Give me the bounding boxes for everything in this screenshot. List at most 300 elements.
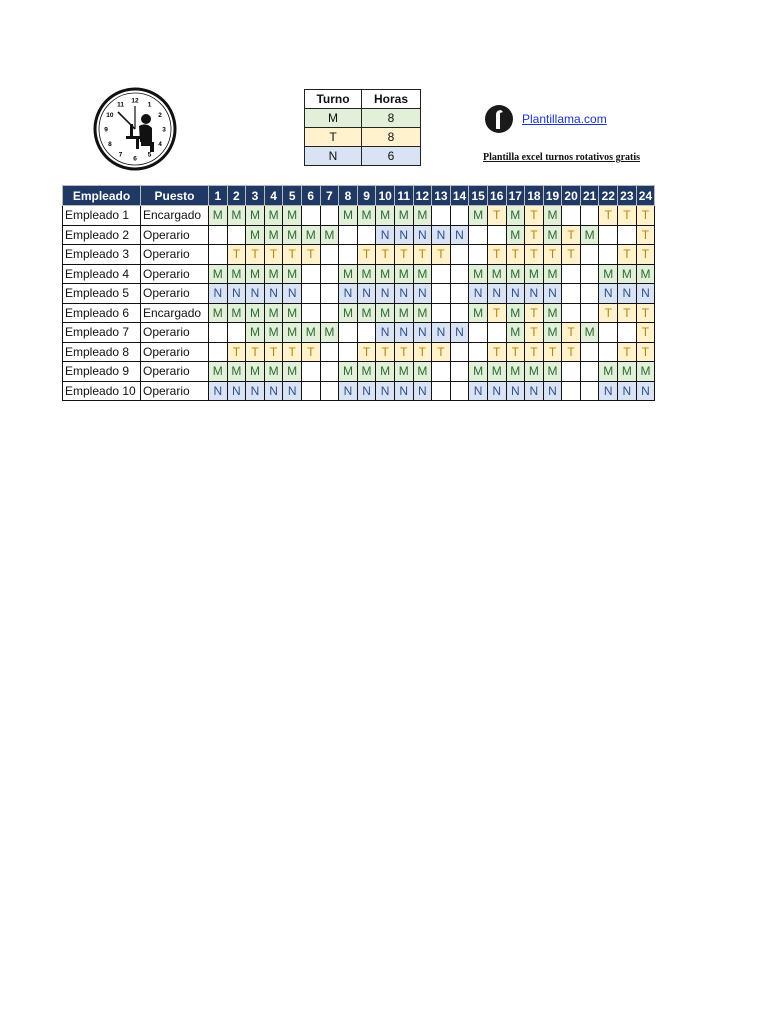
shift-cell: N: [227, 381, 246, 401]
shift-cell: N: [357, 284, 376, 304]
shift-cell: N: [599, 284, 618, 304]
shift-cell: M: [339, 206, 358, 226]
shift-cell: [432, 264, 451, 284]
shift-cell: T: [506, 342, 525, 362]
legend-turno-cell: M: [305, 109, 362, 128]
legend-row: [305, 109, 421, 128]
shift-cell: M: [394, 264, 413, 284]
shift-cell: N: [264, 284, 283, 304]
shift-cell: N: [394, 225, 413, 245]
shift-cell: N: [209, 381, 228, 401]
shift-cell: T: [357, 245, 376, 265]
shift-cell: [580, 362, 599, 382]
table-row: [63, 245, 655, 265]
shift-cell: M: [543, 225, 562, 245]
shift-cell: M: [283, 323, 302, 343]
legend-horas-cell: 8: [362, 109, 421, 128]
shift-cell: T: [283, 342, 302, 362]
shift-cell: [469, 245, 488, 265]
shift-cell: N: [246, 284, 265, 304]
shift-cell: M: [264, 303, 283, 323]
shift-cell: N: [376, 225, 395, 245]
employee-role-cell: Encargado: [141, 206, 209, 226]
shift-cell: M: [283, 225, 302, 245]
shift-cell: M: [487, 264, 506, 284]
shift-cell: M: [376, 362, 395, 382]
shift-cell: [562, 362, 581, 382]
shift-cell: T: [543, 342, 562, 362]
shift-cell: M: [246, 225, 265, 245]
shift-cell: [562, 264, 581, 284]
shift-cell: T: [636, 303, 655, 323]
shift-cell: [580, 206, 599, 226]
table-row: [63, 342, 655, 362]
shift-cell: [469, 342, 488, 362]
shift-schedule-table: [62, 185, 655, 401]
header-day: 16: [487, 186, 506, 206]
shift-cell: [209, 245, 228, 265]
legend-turno-cell: T: [305, 128, 362, 147]
employee-role-cell: Operario: [141, 381, 209, 401]
shift-cell: [450, 206, 469, 226]
shift-cell: N: [394, 323, 413, 343]
shift-cell: M: [283, 303, 302, 323]
plantillama-link[interactable]: Plantillama.com: [522, 112, 607, 126]
shift-cell: M: [209, 362, 228, 382]
shift-cell: T: [618, 342, 637, 362]
shift-cell: [301, 362, 320, 382]
shift-cell: [357, 225, 376, 245]
shift-cell: T: [487, 245, 506, 265]
shift-cell: [450, 245, 469, 265]
employee-role-cell: Operario: [141, 225, 209, 245]
shift-cell: [209, 323, 228, 343]
header-day: 10: [376, 186, 395, 206]
shift-cell: [339, 225, 358, 245]
employee-name-cell: Empleado 9: [63, 362, 141, 382]
shift-cell: [487, 323, 506, 343]
shift-cell: T: [525, 245, 544, 265]
shift-cell: T: [264, 342, 283, 362]
shift-cell: [301, 206, 320, 226]
legend-horas-cell: 8: [362, 128, 421, 147]
shift-cell: [320, 362, 339, 382]
shift-cell: M: [264, 323, 283, 343]
employee-role-cell: Operario: [141, 245, 209, 265]
shift-cell: M: [618, 264, 637, 284]
employee-name-cell: Empleado 6: [63, 303, 141, 323]
shift-cell: T: [636, 342, 655, 362]
header-day: 6: [301, 186, 320, 206]
shift-cell: M: [209, 264, 228, 284]
brand: [484, 104, 607, 134]
employee-name-cell: Empleado 3: [63, 245, 141, 265]
shift-cell: N: [525, 284, 544, 304]
shift-cell: T: [301, 342, 320, 362]
shift-cell: N: [394, 381, 413, 401]
shift-cell: [599, 342, 618, 362]
shift-cell: N: [636, 284, 655, 304]
header-day: 11: [394, 186, 413, 206]
shift-cell: T: [636, 225, 655, 245]
employee-name-cell: Empleado 5: [63, 284, 141, 304]
header-day: 18: [525, 186, 544, 206]
header-day: 20: [562, 186, 581, 206]
header-day: 23: [618, 186, 637, 206]
shift-cell: M: [599, 362, 618, 382]
shift-cell: [357, 323, 376, 343]
shift-cell: [301, 264, 320, 284]
shift-cell: M: [227, 264, 246, 284]
header-day: 1: [209, 186, 228, 206]
shift-cell: T: [562, 245, 581, 265]
shift-cell: T: [376, 245, 395, 265]
shift-cell: N: [432, 225, 451, 245]
shift-cell: M: [413, 206, 432, 226]
shift-cell: T: [487, 303, 506, 323]
clock-number: 10: [106, 112, 114, 119]
employee-name-cell: Empleado 8: [63, 342, 141, 362]
shift-cell: T: [599, 206, 618, 226]
shift-cell: [227, 323, 246, 343]
shift-cell: M: [227, 303, 246, 323]
shift-cell: M: [339, 264, 358, 284]
shift-cell: [450, 342, 469, 362]
shift-cell: M: [320, 225, 339, 245]
shift-cell: [599, 225, 618, 245]
legend-horas-cell: 6: [362, 147, 421, 166]
shift-cell: M: [506, 323, 525, 343]
shift-cell: [599, 323, 618, 343]
shift-cell: T: [562, 225, 581, 245]
legend-turno-cell: N: [305, 147, 362, 166]
table-row: [63, 264, 655, 284]
shift-cell: M: [357, 362, 376, 382]
shift-cell: M: [506, 206, 525, 226]
shift-cell: [450, 303, 469, 323]
shift-cell: T: [487, 206, 506, 226]
shift-cell: M: [209, 206, 228, 226]
table-row: [63, 362, 655, 382]
shift-cell: [432, 303, 451, 323]
shift-cell: T: [432, 342, 451, 362]
shift-cell: M: [543, 303, 562, 323]
shift-cell: [562, 206, 581, 226]
shift-cell: T: [357, 342, 376, 362]
shift-cell: M: [394, 206, 413, 226]
shift-cell: N: [469, 381, 488, 401]
shift-cell: M: [580, 225, 599, 245]
shift-cell: N: [413, 225, 432, 245]
shift-cell: [618, 225, 637, 245]
shift-cell: N: [469, 284, 488, 304]
shift-cell: M: [543, 206, 562, 226]
shift-cell: M: [506, 225, 525, 245]
shift-cell: M: [469, 303, 488, 323]
shift-cell: N: [450, 323, 469, 343]
shift-cell: N: [525, 381, 544, 401]
shift-cell: N: [599, 381, 618, 401]
header-employee: Empleado: [63, 186, 141, 206]
legend-header-turno: Turno: [305, 90, 362, 109]
header-day: 14: [450, 186, 469, 206]
table-row: [63, 284, 655, 304]
shift-cell: M: [506, 264, 525, 284]
shift-cell: [469, 225, 488, 245]
shift-cell: N: [357, 381, 376, 401]
header-day: 22: [599, 186, 618, 206]
header-day: 9: [357, 186, 376, 206]
shift-cell: M: [283, 264, 302, 284]
shift-cell: N: [618, 284, 637, 304]
shift-cell: M: [525, 264, 544, 284]
clock-number: 2: [158, 112, 162, 119]
shift-cell: N: [413, 284, 432, 304]
table-row: [63, 303, 655, 323]
shift-cell: [618, 323, 637, 343]
shift-cell: T: [432, 245, 451, 265]
header-day: 21: [580, 186, 599, 206]
shift-cell: N: [543, 284, 562, 304]
shift-cell: T: [301, 245, 320, 265]
shift-cell: M: [339, 362, 358, 382]
shift-cell: [209, 225, 228, 245]
shift-cell: N: [246, 381, 265, 401]
shift-cell: [580, 264, 599, 284]
shift-cell: N: [339, 284, 358, 304]
shift-cell: T: [394, 342, 413, 362]
shift-cell: T: [562, 342, 581, 362]
shift-cell: M: [283, 362, 302, 382]
clock-number: 1: [147, 101, 152, 109]
shift-cell: N: [487, 381, 506, 401]
shift-cell: T: [264, 245, 283, 265]
shift-cell: M: [636, 362, 655, 382]
shift-cell: T: [246, 342, 265, 362]
shift-legend-table: [304, 89, 421, 166]
shift-cell: [339, 245, 358, 265]
legend-header-horas: Horas: [362, 90, 421, 109]
shift-cell: [432, 206, 451, 226]
header-day: 4: [264, 186, 283, 206]
shift-cell: [320, 381, 339, 401]
shift-cell: T: [283, 245, 302, 265]
shift-cell: T: [525, 342, 544, 362]
shift-cell: [339, 342, 358, 362]
clock-number: 7: [118, 151, 123, 159]
schedule-header-row: [63, 186, 655, 206]
shift-cell: N: [543, 381, 562, 401]
employee-name-cell: Empleado 2: [63, 225, 141, 245]
shift-cell: N: [413, 381, 432, 401]
shift-cell: [562, 381, 581, 401]
shift-cell: [599, 245, 618, 265]
shift-cell: T: [487, 342, 506, 362]
header-day: 15: [469, 186, 488, 206]
shift-cell: M: [543, 362, 562, 382]
shift-cell: M: [301, 323, 320, 343]
clock-number: 3: [162, 126, 166, 134]
shift-cell: M: [413, 362, 432, 382]
employee-role-cell: Operario: [141, 323, 209, 343]
shift-cell: M: [357, 303, 376, 323]
shift-cell: [301, 381, 320, 401]
shift-cell: M: [264, 264, 283, 284]
shift-cell: [580, 284, 599, 304]
shift-cell: M: [376, 206, 395, 226]
shift-cell: T: [227, 245, 246, 265]
shift-cell: M: [246, 303, 265, 323]
employee-role-cell: Operario: [141, 264, 209, 284]
shift-cell: M: [618, 362, 637, 382]
shift-cell: T: [394, 245, 413, 265]
employee-role-cell: Operario: [141, 362, 209, 382]
shift-cell: M: [376, 303, 395, 323]
shift-cell: M: [469, 206, 488, 226]
shift-cell: [580, 381, 599, 401]
shift-cell: T: [413, 342, 432, 362]
shift-cell: [320, 342, 339, 362]
shift-cell: T: [413, 245, 432, 265]
legend-row: [305, 128, 421, 147]
shift-cell: T: [525, 303, 544, 323]
clock-number: 11: [117, 101, 124, 109]
shift-cell: M: [227, 362, 246, 382]
shift-cell: M: [264, 362, 283, 382]
employee-role-cell: Encargado: [141, 303, 209, 323]
shift-cell: M: [469, 264, 488, 284]
clock-number: 12: [131, 97, 139, 105]
shift-cell: M: [246, 206, 265, 226]
clock-number: 5: [147, 151, 152, 159]
header-day: 3: [246, 186, 265, 206]
shift-cell: [209, 342, 228, 362]
shift-cell: M: [413, 264, 432, 284]
header-role: Puesto: [141, 186, 209, 206]
shift-cell: M: [599, 264, 618, 284]
header-day: 7: [320, 186, 339, 206]
shift-cell: M: [357, 206, 376, 226]
shift-cell: N: [636, 381, 655, 401]
header-day: 19: [543, 186, 562, 206]
shift-cell: N: [618, 381, 637, 401]
shift-cell: N: [227, 284, 246, 304]
employee-name-cell: Empleado 10: [63, 381, 141, 401]
shift-cell: N: [339, 381, 358, 401]
shift-cell: T: [562, 323, 581, 343]
shift-cell: [562, 284, 581, 304]
shift-cell: T: [227, 342, 246, 362]
shift-cell: M: [413, 303, 432, 323]
shift-cell: [320, 206, 339, 226]
shift-cell: M: [246, 323, 265, 343]
shift-cell: [320, 303, 339, 323]
shift-cell: N: [413, 323, 432, 343]
shift-cell: [227, 225, 246, 245]
header-day: 5: [283, 186, 302, 206]
shift-cell: N: [432, 323, 451, 343]
shift-cell: N: [394, 284, 413, 304]
shift-cell: N: [376, 284, 395, 304]
shift-cell: [339, 323, 358, 343]
shift-cell: T: [599, 303, 618, 323]
shift-cell: M: [227, 206, 246, 226]
employee-role-cell: Operario: [141, 284, 209, 304]
shift-cell: T: [618, 245, 637, 265]
shift-cell: M: [487, 362, 506, 382]
shift-cell: T: [636, 323, 655, 343]
shift-cell: N: [450, 225, 469, 245]
shift-cell: T: [246, 245, 265, 265]
shift-cell: T: [376, 342, 395, 362]
shift-cell: [432, 362, 451, 382]
table-row: [63, 206, 655, 226]
shift-cell: [580, 342, 599, 362]
clock-icon: [92, 86, 178, 172]
shift-cell: M: [543, 323, 562, 343]
shift-cell: [432, 284, 451, 304]
shift-cell: [580, 303, 599, 323]
shift-cell: M: [357, 264, 376, 284]
shift-cell: [320, 245, 339, 265]
shift-cell: M: [264, 225, 283, 245]
shift-cell: M: [246, 362, 265, 382]
clock-number: 6: [133, 155, 137, 163]
shift-cell: T: [506, 245, 525, 265]
shift-cell: N: [506, 381, 525, 401]
shift-cell: [432, 381, 451, 401]
header-day: 8: [339, 186, 358, 206]
table-row: [63, 381, 655, 401]
shift-cell: [301, 284, 320, 304]
shift-cell: [450, 362, 469, 382]
employee-name-cell: Empleado 7: [63, 323, 141, 343]
header-day: 24: [636, 186, 655, 206]
shift-cell: N: [376, 323, 395, 343]
shift-cell: N: [283, 381, 302, 401]
shift-cell: T: [525, 225, 544, 245]
shift-cell: M: [506, 303, 525, 323]
shift-cell: [320, 264, 339, 284]
header-day: 17: [506, 186, 525, 206]
table-row: [63, 225, 655, 245]
table-row: [63, 323, 655, 343]
employee-role-cell: Operario: [141, 342, 209, 362]
shift-cell: N: [506, 284, 525, 304]
shift-cell: M: [264, 206, 283, 226]
shift-cell: T: [618, 303, 637, 323]
shift-cell: [469, 323, 488, 343]
shift-cell: M: [283, 206, 302, 226]
clock-number: 8: [108, 141, 112, 148]
shift-cell: M: [394, 362, 413, 382]
shift-cell: T: [525, 323, 544, 343]
employee-name-cell: Empleado 4: [63, 264, 141, 284]
header-day: 12: [413, 186, 432, 206]
shift-cell: T: [636, 245, 655, 265]
header-day: 2: [227, 186, 246, 206]
template-subtitle: Plantilla excel turnos rotativos gratis: [483, 152, 641, 163]
shift-cell: T: [525, 206, 544, 226]
shift-cell: [450, 381, 469, 401]
shift-cell: M: [394, 303, 413, 323]
shift-cell: T: [543, 245, 562, 265]
shift-cell: N: [264, 381, 283, 401]
shift-cell: M: [320, 323, 339, 343]
employee-name-cell: Empleado 1: [63, 206, 141, 226]
plantillama-logo-icon: [484, 104, 514, 134]
shift-cell: N: [209, 284, 228, 304]
